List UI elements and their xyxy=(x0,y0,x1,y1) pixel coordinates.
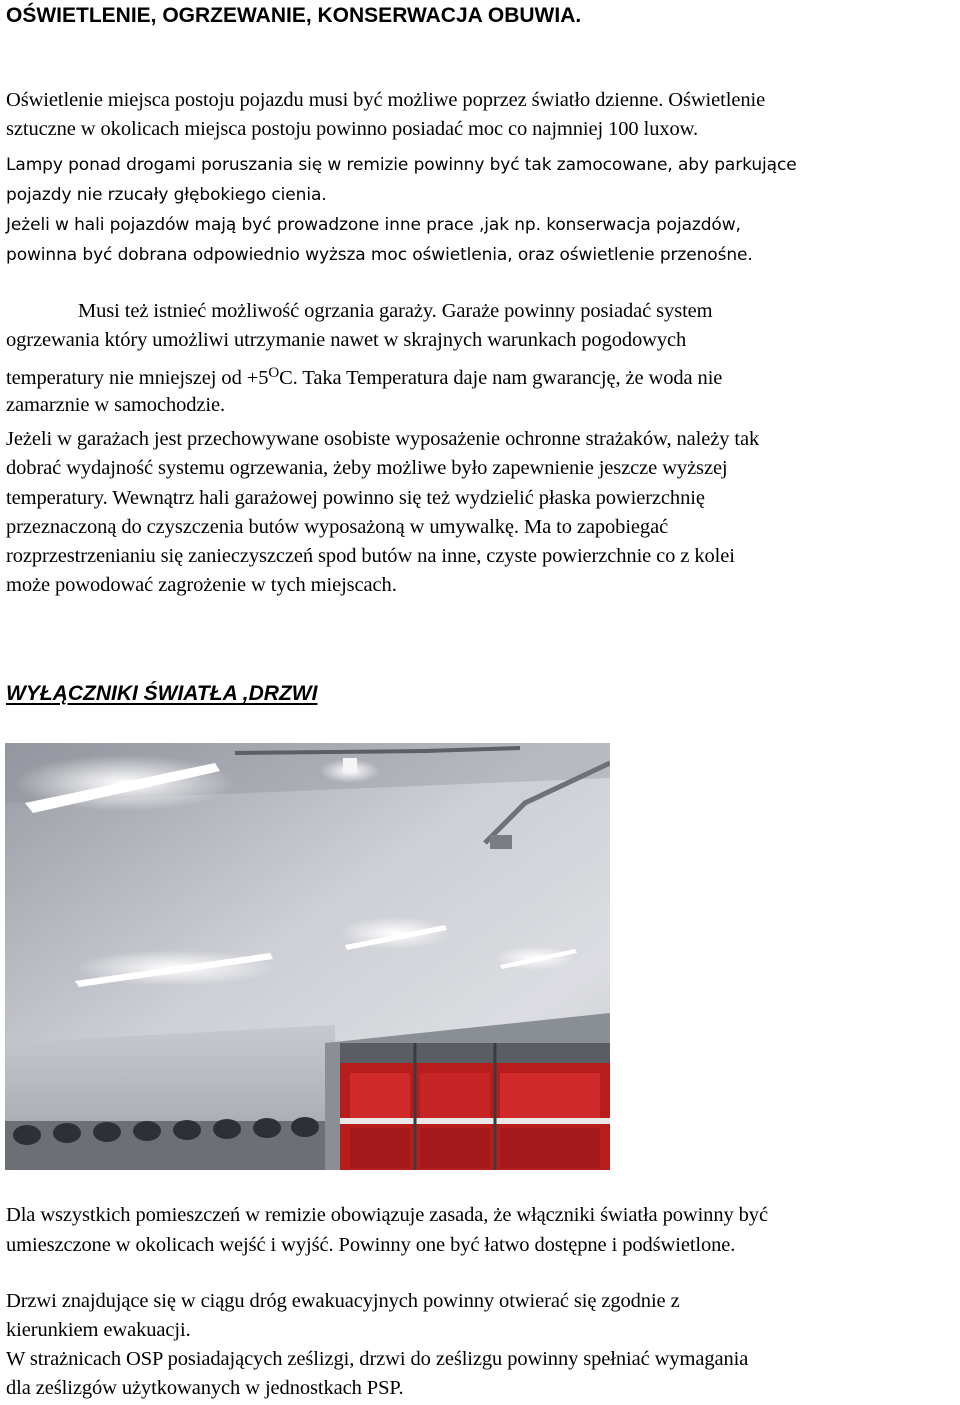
text-line: powinna być dobrana odpowiednio wyższa moc oświetlenia, oraz oświetlenie przenośne. xyxy=(6,245,753,265)
text-line: rozprzestrzenianiu się zanieczyszczeń spod butów na inne, czyste powierzchnie co z kolei xyxy=(6,545,735,568)
text-line: zamarznie w samochodzie. xyxy=(6,394,226,416)
text-line: Oświetlenie miejsca postoju pojazdu musi być możliwe poprzez światło dzienne. Oświetlenie xyxy=(6,89,766,111)
text-line: umieszczone w okolicach wejść i wyjść. Powinny one być łatwo dostępne i podświetlone. xyxy=(6,1234,736,1256)
paragraph-heating xyxy=(6,297,956,419)
text-line: Musi też istnieć możliwość ogrzania garaży. Garaże powinny posiadać system xyxy=(78,300,713,322)
text-line: sztuczne w okolicach miejsca postoju powinno posiadać moc co najmniej 100 luxow. xyxy=(6,118,699,140)
text-line: Drzwi znajdujące się w ciągu dróg ewakuacyjnych powinny otwierać się zgodnie z xyxy=(6,1290,680,1312)
text-line: przeznaczoną do czyszczenia butów wyposażoną w umywalkę. Ma to zapobiegać xyxy=(6,515,669,538)
text-line: Lampy ponad drogami poruszania się w remizie powinny być tak zamocowane, aby parkujące xyxy=(6,155,797,175)
temperature-text-end: C. Taka Temperatura daje nam gwarancję, że woda nie xyxy=(279,367,723,389)
garage-ceiling-photo xyxy=(5,743,610,1170)
text-line: Jeżeli w garażach jest przechowywane osobiste wyposażenie ochronne strażaków, należy tak xyxy=(6,428,760,450)
text-line: dobrać wydajność systemu ogrzewania, żeby możliwe było zapewnienie jeszcze wyższej xyxy=(6,457,728,480)
text-line-temperature xyxy=(6,364,956,392)
paragraph-doors xyxy=(6,1287,956,1403)
text-line: Jeżeli w hali pojazdów mają być prowadzone inne prace ,jak np. konserwacja pojazdów, xyxy=(6,215,741,235)
paragraph-boot-cleaning xyxy=(6,425,956,601)
text-line: W strażnicach OSP posiadających ześlizgi, drzwi do ześlizgu powinny spełniać wymagania xyxy=(6,1348,749,1370)
garage-photo-drawing xyxy=(5,743,610,1170)
text-line: temperatury. Wewnątrz hali garażowej powinno się też wydzielić płaska powierzchnię xyxy=(6,486,705,509)
paragraph-lamps xyxy=(6,150,956,270)
paragraph-daylight xyxy=(6,86,956,144)
section-title-lighting: OŚWIETLENIE, OGRZEWANIE, KONSERWACJA OBUWIA. xyxy=(6,4,582,27)
text-line: Dla wszystkich pomieszczeń w remizie obowiązuje zasada, że włączniki światła powinny być xyxy=(6,1204,768,1226)
temperature-text: temperatury nie mniejszej od +5 xyxy=(6,367,269,389)
paragraph-light-switches xyxy=(6,1200,956,1260)
section-title-switches-doors: WYŁĄCZNIKI ŚWIATŁA ,DRZWI xyxy=(6,682,318,705)
text-line: dla ześlizgów użytkowanych w jednostkach PSP. xyxy=(6,1377,404,1399)
degree-superscript: O xyxy=(268,365,280,381)
text-line: może powodować zagrożenie w tych miejscach. xyxy=(6,574,397,597)
text-line: pojazdy nie rzucały głębokiego cienia. xyxy=(6,185,327,205)
text-line: kierunkiem ewakuacji. xyxy=(6,1319,191,1341)
text-line: ogrzewania który umożliwi utrzymanie nawet w skrajnych warunkach pogodowych xyxy=(6,329,687,351)
